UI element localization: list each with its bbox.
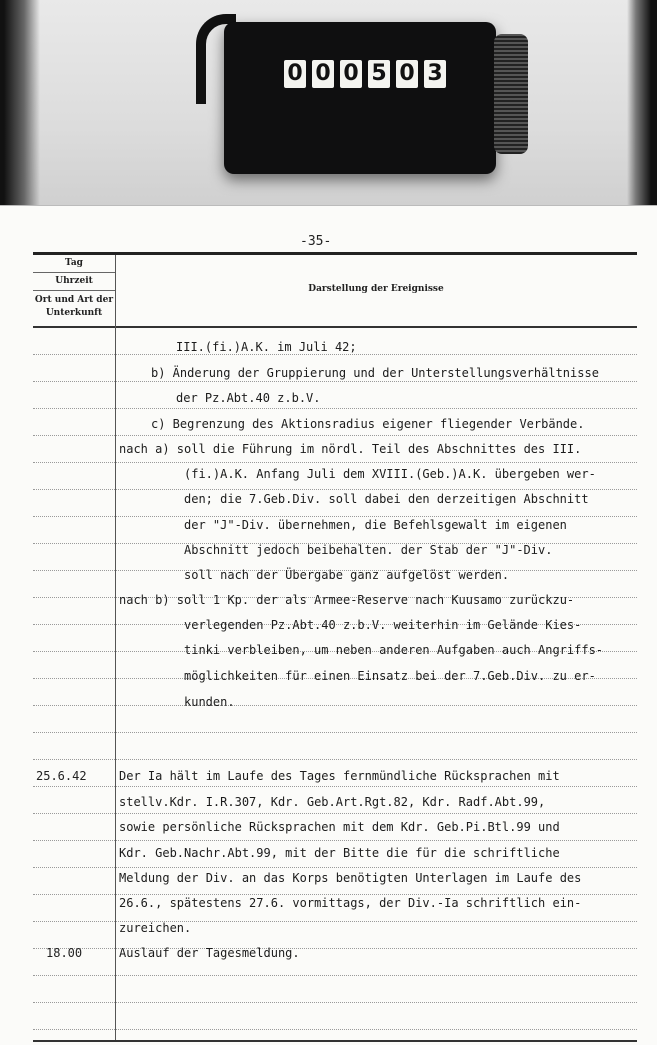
counter-digit: 0 — [340, 60, 362, 88]
entry-text-line: nach b) soll 1 Kp. der als Armee-Reserve nach Kuusamo zurückzu- — [119, 593, 575, 607]
entry-text-line: zureichen. — [119, 921, 192, 935]
counter-digit: 0 — [312, 60, 334, 88]
entry-text-line: (fi.)A.K. Anfang Juli dem XVIII.(Geb.)A.K. übergeben wer- — [184, 467, 596, 481]
header-rule — [33, 252, 637, 255]
entry-text-line: Abschnitt jedoch beibehalten. der Stab der "J"-Div. — [184, 543, 553, 557]
entry-text-line: tinki verbleiben, um neben anderen Aufgaben auch Angriffs- — [184, 643, 604, 657]
footer-rule — [33, 1040, 637, 1042]
entry-text-line: Der Ia hält im Laufe des Tages fernmündliche Rücksprachen mit — [119, 769, 560, 783]
ruled-line — [33, 435, 637, 436]
entry-text-line: möglichkeiten für einen Einsatz bei der 7.Geb.Div. zu er- — [184, 669, 596, 683]
entry-text-line: Auslauf der Tagesmeldung. — [119, 946, 300, 960]
entry-text-line: 26.6., spätestens 27.6. vormittags, der Div.-Ia schriftlich ein- — [119, 896, 582, 910]
header-divider — [33, 272, 115, 273]
entry-text-line: der "J"-Div. übernehmen, die Befehlsgewalt im eigenen — [184, 518, 567, 532]
entry-text-line: den; die 7.Geb.Div. soll dabei den derzeitigen Abschnitt — [184, 492, 589, 506]
entry-text-line: sowie persönliche Rücksprachen mit dem Kdr. Geb.Pi.Btl.99 und — [119, 820, 560, 834]
ruled-line — [33, 732, 637, 733]
ruled-line — [33, 894, 637, 895]
entry-text-line: stellv.Kdr. I.R.307, Kdr. Geb.Art.Rgt.82, Kdr. Radf.Abt.99, — [119, 795, 546, 809]
entry-text-line: c) Begrenzung des Aktionsradius eigener fliegender Verbände. — [151, 417, 585, 431]
document-page — [0, 205, 657, 1045]
ruled-line — [33, 408, 637, 409]
entry-text-line: kunden. — [184, 695, 235, 709]
counter-digit: 3 — [424, 60, 446, 88]
header-unterkunft: Unterkunft — [45, 308, 103, 318]
ruled-line — [33, 867, 637, 868]
scanner-edge-left — [0, 0, 40, 212]
entry-text-line: soll nach der Übergabe ganz aufgelöst werden. — [184, 568, 510, 582]
entry-time: 18.00 — [46, 946, 83, 960]
entry-text-line: der Pz.Abt.40 z.b.V. — [176, 391, 321, 405]
entry-date: 25.6.42 — [36, 769, 87, 783]
header-ort: Ort und Art der — [34, 295, 114, 305]
column-separator — [115, 255, 116, 1040]
ruled-line — [33, 489, 637, 490]
ruled-line — [33, 462, 637, 463]
ruled-line — [33, 354, 637, 355]
ruled-line — [33, 786, 637, 787]
header-tag: Tag — [65, 258, 83, 268]
scanner-edge-right — [627, 0, 657, 212]
page-number: -35- — [300, 234, 332, 249]
entry-text-line: Meldung der Div. an das Korps benötigten Unterlagen im Laufe des — [119, 871, 582, 885]
ruled-line — [33, 381, 637, 382]
ruled-line — [33, 759, 637, 760]
counter-digit: 0 — [284, 60, 306, 88]
ruled-line — [33, 975, 637, 976]
header-darstellung: Darstellung der Ereignisse — [308, 284, 444, 294]
ruled-line — [33, 516, 637, 517]
entry-text-line: Kdr. Geb.Nachr.Abt.99, mit der Bitte die für die schriftliche — [119, 846, 560, 860]
ruled-line — [33, 1029, 637, 1030]
header-uhrzeit: Uhrzeit — [55, 276, 93, 286]
counter-digit: 0 — [396, 60, 418, 88]
counter-display — [284, 60, 446, 88]
header-bottom-rule — [33, 326, 637, 328]
ruled-line — [33, 813, 637, 814]
entry-text-line: III.(fi.)A.K. im Juli 42; — [176, 340, 357, 354]
ruled-line — [33, 705, 637, 706]
entry-text-line: nach a) soll die Führung im nördl. Teil des Abschnittes des III. — [119, 442, 582, 456]
counter-digit: 5 — [368, 60, 390, 88]
entry-text-line: verlegenden Pz.Abt.40 z.b.V. weiterhin im Gelände Kies- — [184, 618, 582, 632]
frame-counter-device — [224, 22, 496, 174]
header-divider — [33, 290, 115, 291]
ruled-line — [33, 840, 637, 841]
counter-knob — [494, 34, 528, 154]
ruled-line — [33, 1002, 637, 1003]
entry-text-line: b) Änderung der Gruppierung und der Unterstellungsverhältnisse — [151, 366, 599, 380]
